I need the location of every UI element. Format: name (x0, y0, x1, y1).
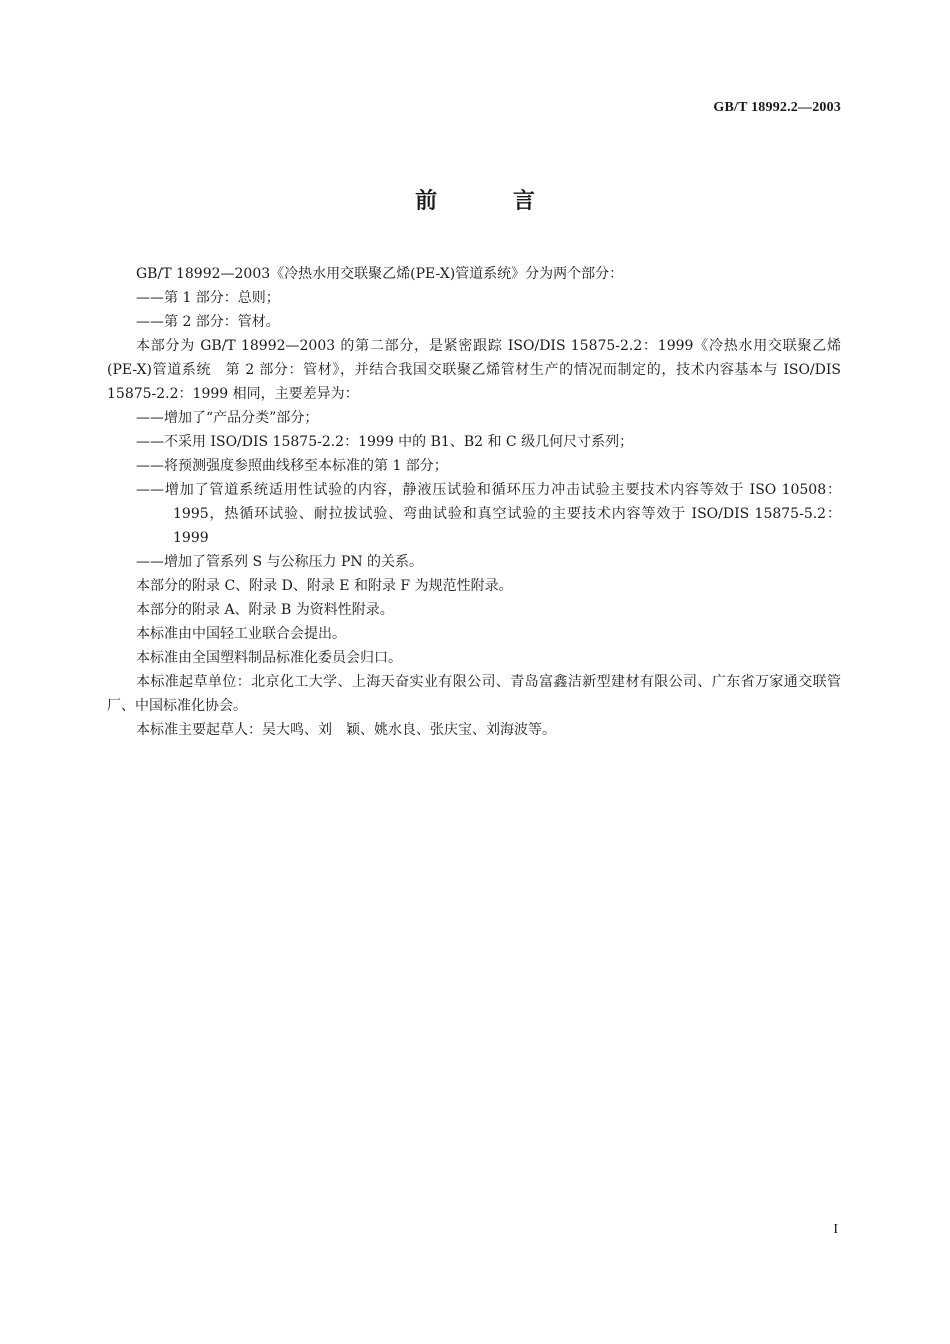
list-item-difference: ——增加了管系列 S 与公称压力 PN 的关系。 (136, 554, 424, 570)
list-item-difference: ——不采用 ISO/DIS 15875-2.2：1999 中的 B1、B2 和 C 级几何尺寸系列； (136, 434, 634, 450)
paragraph-drafters: 本标准主要起草人：吴大鸣、刘 颖、姚水良、张庆宝、刘海波等。 (136, 722, 556, 738)
paragraph-under-jurisdiction: 本标准由全国塑料制品标准化委员会归口。 (136, 650, 402, 666)
paragraph-scope: 本部分为 GB/T 18992—2003 的第二部分，是紧密跟踪 ISO/DIS 15875-2.2：1999《冷热水用交联聚乙烯(PE-X)管道系统 第 2 部分：管材》，并结合我国交联聚乙烯管材生产的情况而制定的，技术内容基本与 ISO/DIS 15875-2.2：1999 相同，主要差异为： (107, 338, 841, 402)
paragraph-normative-annexes: 本部分的附录 C、附录 D、附录 E 和附录 F 为规范性附录。 (136, 578, 513, 594)
list-item-part1: ——第 1 部分：总则； (136, 290, 280, 306)
list-item-difference: ——增加了管道系统适用性试验的内容，静液压试验和循环压力冲击试验主要技术内容等效于 ISO 10508：1995，热循环试验、耐拉拔试验、弯曲试验和真空试验的主要技术内容等效于 ISO/DIS 15875-5.2：1999 (136, 482, 841, 546)
foreword-body (107, 262, 841, 742)
paragraph-proposed-by: 本标准由中国轻工业联合会提出。 (136, 626, 346, 642)
list-item-part2: ——第 2 部分：管材。 (136, 314, 280, 330)
paragraph-informative-annexes: 本部分的附录 A、附录 B 为资料性附录。 (136, 602, 394, 618)
list-item-difference: ——将预测强度参照曲线移至本标准的第 1 部分； (136, 458, 448, 474)
paragraph-drafting-units: 本标准起草单位：北京化工大学、上海天奋实业有限公司、青岛富鑫洁新型建材有限公司、广东省万家通交联管厂、中国标准化协会。 (107, 674, 841, 714)
list-item-difference: ——增加了“产品分类”部分； (136, 410, 319, 426)
paragraph-intro: GB/T 18992—2003《冷热水用交联聚乙烯(PE-X)管道系统》分为两个部分： (136, 266, 624, 282)
document-code: GB/T 18992.2—2003 (713, 100, 841, 115)
page-title: 前 言 (415, 189, 569, 214)
page-number: I (833, 1222, 838, 1237)
